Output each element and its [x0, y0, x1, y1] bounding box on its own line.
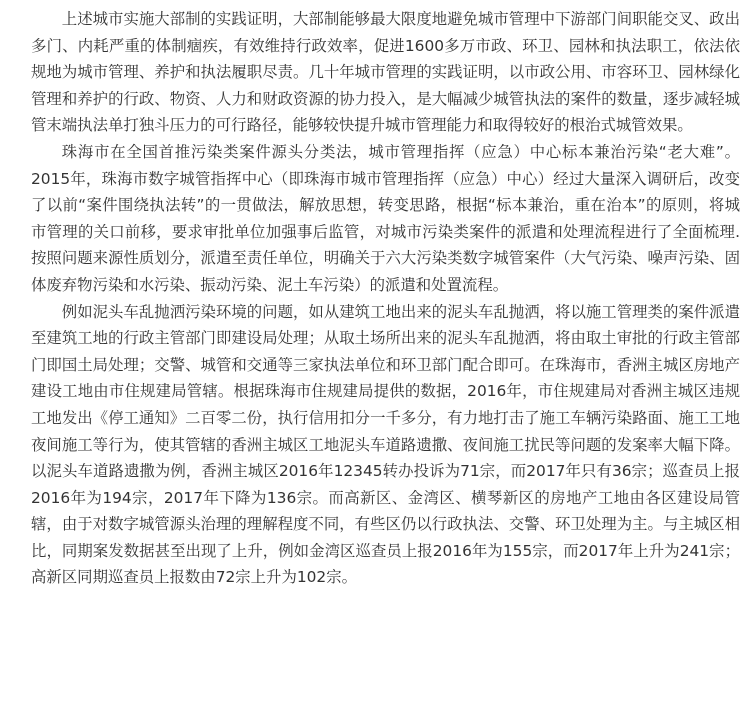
paragraph-reform-practice: 上述城市实施大部制的实践证明，大部制能够最大限度地避免城市管理中下游部门间职能交叉、政出多门、内耗严重的体制痼疾，有效维持行政效率，促进1600多万市政、环卫、园林和执法职工，依法依规地为城市管理、养护和执法履职尽责。几十年城市管理的实践证明，以市政公用、市容环卫、园林绿化管理和养护的行政、物资、人力和财政资源的协力投入，是大幅减少城管执法的案件的数量，逐步减轻城管末端执法单打独斗压力的可行路径，能够较快提升城市管理能力和取得较好的根治式城管效果。 [31, 10, 740, 135]
paragraph-zhuhai-source-classification: 珠海市在全国首推污染类案件源头分类法，城市管理指挥（应急）中心标本兼治污染“老大难”。2015年，珠海市数字城管指挥中心（即珠海市城市管理指挥（应急）中心）经过大量深入调研后，改变了以前“案件围绕执法转”的一贯做法，解放思想，转变思路，根据“标本兼治，重在治本”的原则，将城市管理的关口前移，要求审批单位加强事后监管，对城市污染类案件的派遣和处理流程进行了全面梳理.按照问题来源性质划分，派遣至责任单位，明确关于六大污染类数字城管案件（大气污染、噪声污染、固体废弃物污染和水污染、振动污染、泥土车污染）的派遣和处置流程。 [31, 142, 740, 294]
paragraph-muck-truck-example: 例如泥头车乱抛洒污染环境的问题，如从建筑工地出来的泥头车乱抛洒，将以施工管理类的案件派遣至建筑工地的行政主管部门即建设局处理；从取土场所出来的泥头车乱抛洒，将由取土审批的行政主管部门即国土局处理；交警、城管和交通等三家执法单位和环卫部门配合即可。在珠海市，香洲主城区房地产建设工地由市住规建局管辖。根据珠海市住规建局提供的数据，2016年，市住规建局对香洲主城区违规工地发出《停工通知》二百零二份，执行信用扣分一千多分，有力地打击了施工车辆污染路面、施工工地夜间施工等行为，使其管辖的香洲主城区工地泥头车道路遗撒、夜间施工扰民等问题的发案率大幅下降。以泥头车道路遗撒为例，香洲主城区2016年12345转办投诉为71宗，而2017年只有36宗；巡查员上报2016年为194宗，2017年下降为136宗。而高新区、金湾区、横琴新区的房地产工地由各区建设局管辖，由于对数字城管源头治理的理解程度不同，有些区仍以行政执法、交警、环卫处理为主。与主城区相比，同期案发数据甚至出现了上升，例如金湾区巡查员上报2016年为155宗，而2017年上升为241宗；高新区同期巡查员上报数由72宗上升为102宗。 [31, 302, 740, 587]
